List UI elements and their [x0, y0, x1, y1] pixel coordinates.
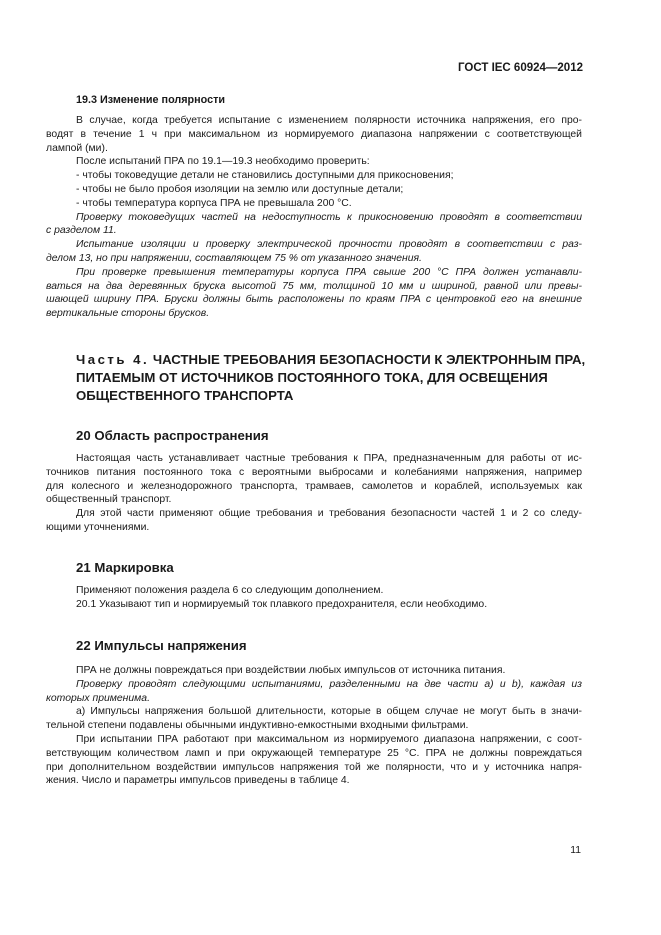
- text-line: Проверку проводят следующими испытаниями, разделенными на две части a) и b), каждая из: [76, 678, 582, 690]
- section-20-heading: 20 Область распространения: [76, 428, 269, 443]
- section-22-heading: 22 Импульсы напряжения: [76, 638, 247, 653]
- section-21-body: [46, 584, 582, 612]
- text-line: Проверку токоведущих частей на недоступность к прикосновению проводят в соответствии: [76, 211, 582, 223]
- text-line: точников питания постоянного тока с вероятными выбросами и колебаниями напряжения, например: [46, 466, 582, 478]
- text-line: Для этой части применяют общие требования и требования безопасности частей 1 и 2 со следу-: [76, 508, 582, 520]
- text-line: - чтобы токоведущие детали не становились доступными для прикосновения;: [76, 170, 454, 182]
- text-line: - чтобы не было пробоя изоляции на землю или доступные детали;: [76, 183, 404, 195]
- text-line: Настоящая часть устанавливает частные требования к ПРА, предназначенным для работы от ис-: [76, 453, 582, 464]
- text-line: для колесного и железнодорожного транспорта, трамваев, самолетов и кораблей, используемых как: [46, 480, 582, 492]
- text-line: ПРА не должны повреждаться при воздействии любых импульсов от источника питания.: [76, 665, 506, 676]
- text-line: делом 13, но при напряжении, составляющем 75 % от указанного значения.: [46, 252, 422, 264]
- text-line: ветствующим количеством ламп и при окружающей температуре 25 °С. ПРА не должны повреждаться: [46, 747, 582, 759]
- text-line: жения. Число и параметры импульсов приведены в таблице 4.: [46, 775, 350, 787]
- text-line: которых применима.: [46, 692, 150, 704]
- part-4-title-line-3: ОБЩЕСТВЕННОГО ТРАНСПОРТА: [76, 388, 294, 403]
- section-19-3-body: [46, 114, 582, 321]
- text-line: ющими уточнениями.: [46, 521, 150, 533]
- part-4-title: [76, 351, 596, 405]
- text-line: при дополнительном воздействии импульсов напряжения той же полярности, что и у источника напря-: [46, 761, 582, 773]
- page-number: 11: [570, 845, 581, 856]
- text-line: 20.1 Указывают тип и нормируемый ток плавкого предохранителя, если необходимо.: [76, 598, 488, 610]
- text-line: с разделом 11.: [46, 225, 117, 237]
- text-line: тельной степени подавлены обычными индуктивно-емкостными входными фильтрами.: [46, 720, 469, 732]
- text-line: При проверке превышения температуры корпуса ПРА свыше 200 °С ПРА должен устанавли-: [76, 266, 582, 278]
- subsection-19-3-title: 19.3 Изменение полярности: [76, 94, 226, 106]
- text-line: Применяют положения раздела 6 со следующим дополнением.: [76, 585, 384, 596]
- page-header-doc-id: ГОСТ IEC 60924—2012: [458, 62, 583, 74]
- text-line: При испытании ПРА работают при максимальном из нормируемого диапазона напряжении, с соот-: [76, 733, 582, 745]
- text-line: После испытаний ПРА по 19.1—19.3 необходимо проверить:: [76, 156, 370, 168]
- text-line: а) Импульсы напряжения большой длительности, которые в общем случае не могут быть в значи-: [76, 706, 582, 718]
- text-line: Испытание изоляции и проверку электрической прочности проводят в соответствии с раз-: [76, 239, 582, 251]
- text-line: общественный транспорт.: [46, 494, 172, 506]
- part-4-title-line-2: ПИТАЕМЫМ ОТ ИСТОЧНИКОВ ПОСТОЯННОГО ТОКА, ДЛЯ ОСВЕЩЕНИЯ: [76, 370, 548, 385]
- part-4-title-line-1: [76, 351, 596, 369]
- text-line: водят в течение 1 ч при максимальном из нормируемого диапазона напряжении с соответствующей: [46, 128, 582, 140]
- text-line: - чтобы температура корпуса ПРА не превышала 200 °С.: [76, 197, 352, 209]
- text-line: вертикальные стороны брусков.: [46, 308, 210, 320]
- section-21-heading: 21 Маркировка: [76, 560, 174, 575]
- text-line: лампой (ми).: [46, 142, 108, 154]
- text-line: шающей ширину ПРА. Бруски должны быть расположены по краям ПРА с центровкой его на внешние: [46, 294, 582, 306]
- text-line: ваться на два деревянных бруска высотой 75 мм, толщиной 10 мм и шириной, равной или превы-: [46, 280, 582, 292]
- section-22-body: [46, 664, 582, 788]
- text-line: В случае, когда требуется испытание с изменением полярности источника напряжения, его про-: [76, 115, 582, 126]
- part-4-prefix: Часть 4.: [76, 352, 150, 367]
- section-20-body: [46, 452, 582, 535]
- part-4-title-line1-text: ЧАСТНЫЕ ТРЕБОВАНИЯ БЕЗОПАСНОСТИ К ЭЛЕКТРОННЫМ ПРА,: [152, 352, 586, 367]
